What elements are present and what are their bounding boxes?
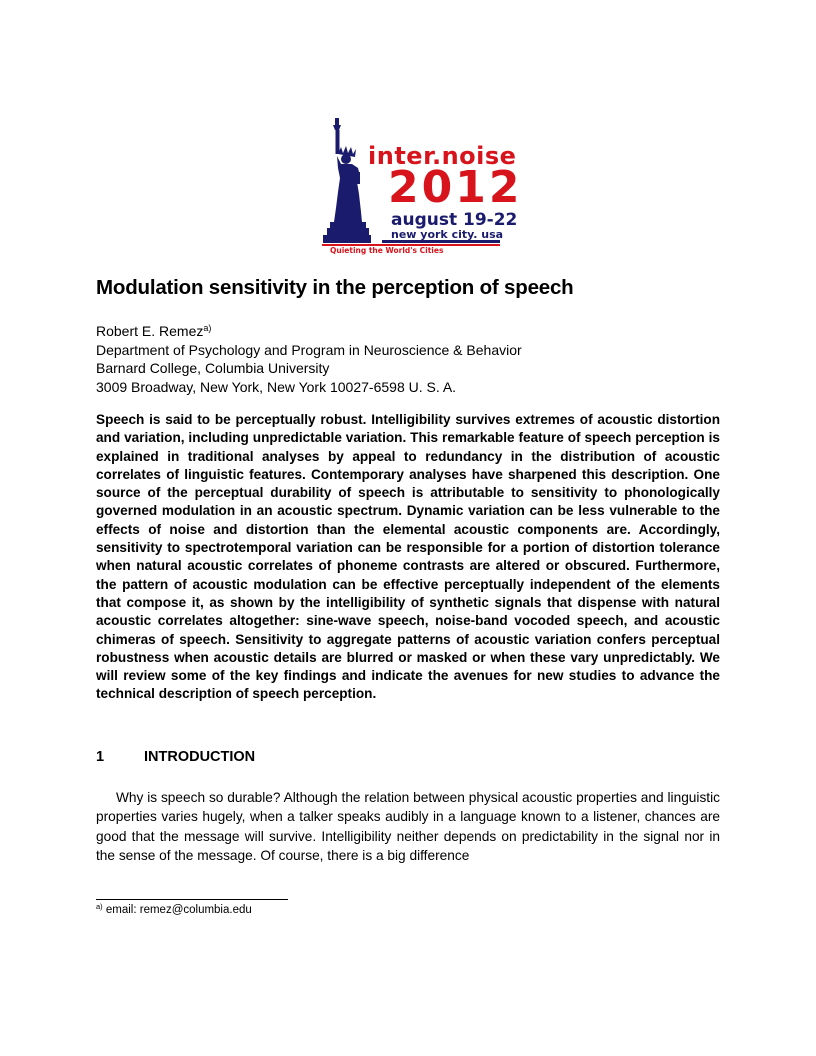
- abstract: Speech is said to be perceptually robust. Intelligibility survives extremes of acoustic distortion and variation, including unpredictable variation. This remarkable feature of speech perception is explained in traditional analyses by appeal to redundancy in the distribution of acoustic correlates of linguistic features. Contemporary analyses have sharpened this description. One source of the perceptual durability of speech is attributable to sensitivity to phonologically governed modulation in an acoustic spectrum. Dynamic variation can be less vulnerable to the effects of noise and distortion than the elemental acoustic components are. Accordingly, sensitivity to spectrotemporal variation can be responsible for a portion of distortion tolerance when natural acoustic correlates of phoneme contrasts are altered or obscured. Furthermore, the pattern of acoustic modulation can be effective perceptually independent of the elements that compose it, as shown by the intelligibility of synthetic signals that dispense with natural acoustic correlates altogether: sine-wave speech, noise-band vocoded speech, and acoustic chimeras of speech. Sensitivity to aggregate patterns of acoustic variation confers perceptual robustness when acoustic details are blurred or masked or when these vary unpredictably. We will review some of the key findings and indicate the avenues for new studies to advance the technical description of speech perception.: [96, 412, 720, 702]
- section-number: 1: [96, 749, 105, 765]
- logo-dates: august 19-22: [391, 210, 518, 230]
- author-line: [96, 322, 522, 341]
- author-block: [96, 322, 522, 396]
- logo-year: 2012: [388, 162, 523, 213]
- intro-paragraph: Why is speech so durable? Although the relation between physical acoustic properties and linguistic properties varies hugely, when a talker speaks audibly in a language known to a listener, chances are good that the message will survive. Intelligibility neither depends on predictability in the signal nor in the sense of the message. Of course, there is a big difference: [96, 790, 720, 864]
- affiliation-institution: Barnard College, Columbia University: [96, 360, 330, 377]
- author-name: Robert E. Remez: [96, 323, 204, 339]
- logo-tagline: Quieting the World's Cities: [330, 246, 444, 255]
- footnote: [96, 904, 252, 916]
- footnote-mark: a): [96, 902, 103, 911]
- section-heading: [96, 749, 255, 765]
- footnote-email: email: remez@columbia.edu: [102, 904, 252, 916]
- affiliation-department: Department of Psychology and Program in Neuroscience & Behavior: [96, 341, 522, 358]
- footnote-rule: [96, 899, 288, 900]
- affiliation-address: 3009 Broadway, New York, New York 10027-6598 U. S. A.: [96, 378, 457, 395]
- author-footnote-mark: a): [203, 323, 212, 333]
- logo-wordmark: inter.noise: [368, 142, 517, 170]
- paper-title: Modulation sensitivity in the perception of speech: [96, 276, 574, 299]
- logo-city: new york city. usa: [391, 228, 504, 241]
- section-title: INTRODUCTION: [144, 749, 256, 765]
- conference-logo: [322, 116, 523, 260]
